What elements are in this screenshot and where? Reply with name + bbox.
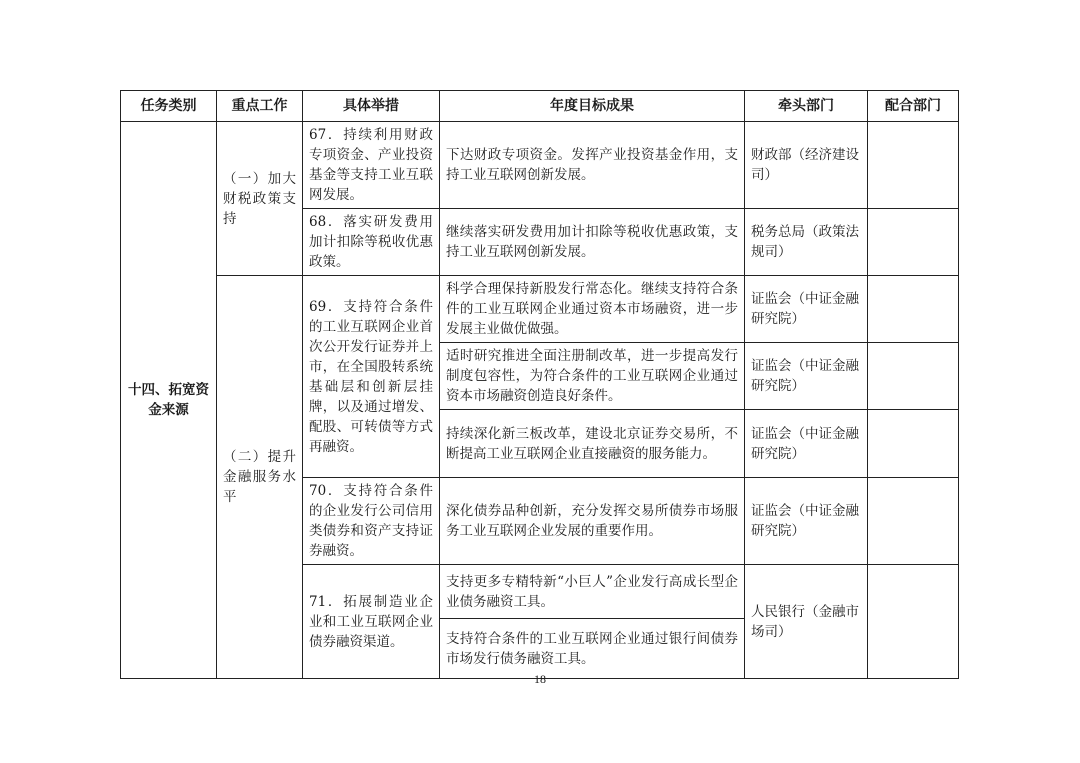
measure-cell-70: 70．支持符合条件的企业发行公司信用类债券和资产支持证券融资。: [303, 478, 440, 565]
goal-cell: 科学合理保持新股发行常态化。继续支持符合条件的工业互联网企业通过资本市场融资，进一步发展主业做优做强。: [440, 276, 745, 343]
header-lead-dept: 牵头部门: [745, 91, 868, 122]
goal-cell: 持续深化新三板改革，建设北京证券交易所，不断提高工业互联网企业直接融资的服务能力。: [440, 410, 745, 478]
measure-cell-69: 69．支持符合条件的工业互联网企业首次公开发行证券并上市，在全国股转系统基础层和创新层挂牌，以及通过增发、配股、可转债等方式再融资。: [303, 276, 440, 478]
task-category-cell: 十四、拓宽资金来源: [121, 122, 217, 679]
support-dept-cell: [868, 478, 959, 565]
support-dept-cell: [868, 410, 959, 478]
lead-dept-cell: 财政部（经济建设司）: [745, 122, 868, 209]
support-dept-cell: [868, 343, 959, 410]
lead-dept-cell: 证监会（中证金融研究院）: [745, 410, 868, 478]
measure-cell-67: 67．持续利用财政专项资金、产业投资基金等支持工业互联网发展。: [303, 122, 440, 209]
table-header-row: [121, 91, 959, 122]
header-goal: 年度目标成果: [440, 91, 745, 122]
header-measure: 具体举措: [303, 91, 440, 122]
goal-cell: 适时研究推进全面注册制改革，进一步提高发行制度包容性，为符合条件的工业互联网企业通过资本市场融资创造良好条件。: [440, 343, 745, 410]
lead-dept-cell: 证监会（中证金融研究院）: [745, 478, 868, 565]
support-dept-cell: [868, 276, 959, 343]
table-row: [121, 276, 959, 343]
table-row: [121, 122, 959, 209]
focus-cell-fiscal: （一）加大财税政策支持: [217, 122, 303, 276]
lead-dept-cell: 税务总局（政策法规司）: [745, 209, 868, 276]
support-dept-cell: [868, 209, 959, 276]
measure-cell-71: 71．拓展制造业企业和工业互联网企业债券融资渠道。: [303, 565, 440, 679]
header-category: 任务类别: [121, 91, 217, 122]
goal-cell: 支持更多专精特新“小巨人”企业发行高成长型企业债务融资工具。: [440, 565, 745, 619]
page-number: 18: [534, 672, 546, 686]
goal-cell: 支持符合条件的工业互联网企业通过银行间债券市场发行债务融资工具。: [440, 619, 745, 679]
goal-cell: 下达财政专项资金。发挥产业投资基金作用，支持工业互联网创新发展。: [440, 122, 745, 209]
action-plan-table: [120, 90, 959, 679]
lead-dept-cell: 证监会（中证金融研究院）: [745, 343, 868, 410]
focus-cell-finance: （二）提升金融服务水平: [217, 276, 303, 679]
header-support-dept: 配合部门: [868, 91, 959, 122]
header-focus: 重点工作: [217, 91, 303, 122]
lead-dept-cell: 证监会（中证金融研究院）: [745, 276, 868, 343]
goal-cell: 继续落实研发费用加计扣除等税收优惠政策，支持工业互联网创新发展。: [440, 209, 745, 276]
support-dept-cell: [868, 122, 959, 209]
goal-cell: 深化债券品种创新，充分发挥交易所债券市场服务工业互联网企业发展的重要作用。: [440, 478, 745, 565]
measure-cell-68: 68．落实研发费用加计扣除等税收优惠政策。: [303, 209, 440, 276]
lead-dept-cell: 人民银行（金融市场司）: [745, 565, 868, 679]
support-dept-cell: [868, 565, 959, 679]
